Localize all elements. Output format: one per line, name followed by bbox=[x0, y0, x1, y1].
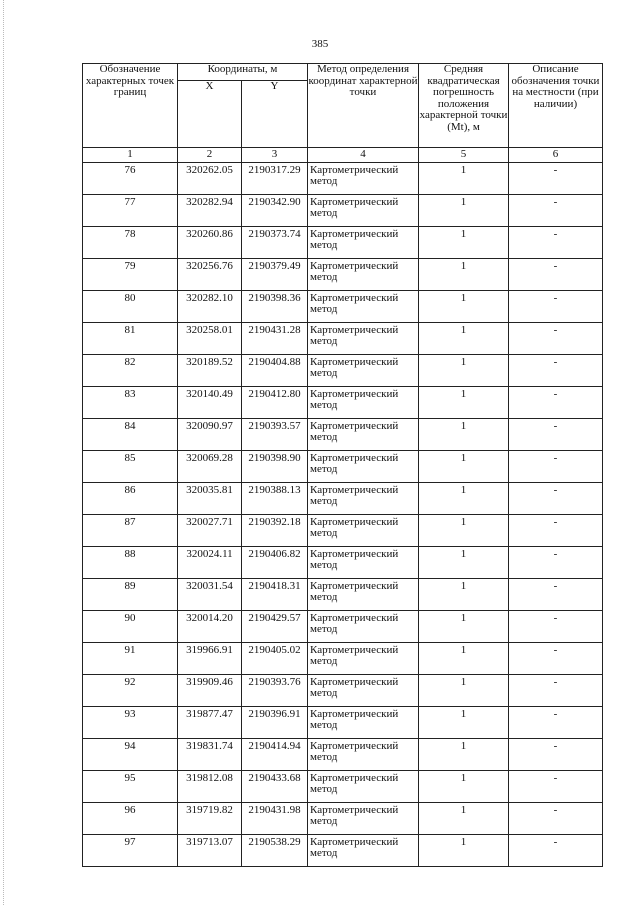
coord-y: 2190373.74 bbox=[242, 227, 308, 259]
table-row bbox=[83, 259, 603, 291]
error-cell: 1 bbox=[419, 483, 509, 515]
coord-y: 2190342.90 bbox=[242, 195, 308, 227]
description-cell: - bbox=[509, 259, 603, 291]
point-id: 80 bbox=[83, 291, 178, 323]
table-row bbox=[83, 803, 603, 835]
table-row bbox=[83, 579, 603, 611]
coord-x: 320027.71 bbox=[178, 515, 242, 547]
coord-y: 2190404.88 bbox=[242, 355, 308, 387]
coord-y: 2190392.18 bbox=[242, 515, 308, 547]
coord-y: 2190398.36 bbox=[242, 291, 308, 323]
page-number: 385 bbox=[311, 38, 329, 50]
point-id: 93 bbox=[83, 707, 178, 739]
table-row bbox=[83, 451, 603, 483]
coord-y: 2190433.68 bbox=[242, 771, 308, 803]
coord-y: 2190393.76 bbox=[242, 675, 308, 707]
table-row bbox=[83, 419, 603, 451]
error-cell: 1 bbox=[419, 387, 509, 419]
coordinates-table bbox=[82, 63, 603, 867]
point-id: 83 bbox=[83, 387, 178, 419]
table-row bbox=[83, 547, 603, 579]
table-row bbox=[83, 771, 603, 803]
coord-x: 319877.47 bbox=[178, 707, 242, 739]
coord-y: 2190405.02 bbox=[242, 643, 308, 675]
coord-x: 320035.81 bbox=[178, 483, 242, 515]
method-cell: Картометрический метод bbox=[308, 323, 419, 355]
description-cell: - bbox=[509, 515, 603, 547]
table-row bbox=[83, 835, 603, 867]
coord-x: 320260.86 bbox=[178, 227, 242, 259]
error-cell: 1 bbox=[419, 579, 509, 611]
description-cell: - bbox=[509, 771, 603, 803]
description-cell: - bbox=[509, 707, 603, 739]
description-cell: - bbox=[509, 323, 603, 355]
error-cell: 1 bbox=[419, 259, 509, 291]
coord-y: 2190414.94 bbox=[242, 739, 308, 771]
table-row bbox=[83, 515, 603, 547]
point-id: 79 bbox=[83, 259, 178, 291]
coord-y: 2190379.49 bbox=[242, 259, 308, 291]
description-cell: - bbox=[509, 675, 603, 707]
description-cell: - bbox=[509, 387, 603, 419]
coord-y: 2190393.57 bbox=[242, 419, 308, 451]
coord-x: 320090.97 bbox=[178, 419, 242, 451]
coord-y: 2190398.90 bbox=[242, 451, 308, 483]
table-row bbox=[83, 195, 603, 227]
coord-x: 320189.52 bbox=[178, 355, 242, 387]
coord-x: 320262.05 bbox=[178, 163, 242, 195]
point-id: 97 bbox=[83, 835, 178, 867]
coord-x: 319812.08 bbox=[178, 771, 242, 803]
method-cell: Картометрический метод bbox=[308, 803, 419, 835]
column-number: 3 bbox=[242, 148, 308, 163]
method-cell: Картометрический метод bbox=[308, 259, 419, 291]
header-y: Y bbox=[242, 81, 308, 148]
table-row bbox=[83, 483, 603, 515]
column-number: 1 bbox=[83, 148, 178, 163]
description-cell: - bbox=[509, 483, 603, 515]
header-x: X bbox=[178, 81, 242, 148]
coord-y: 2190317.29 bbox=[242, 163, 308, 195]
column-number: 5 bbox=[419, 148, 509, 163]
error-cell: 1 bbox=[419, 451, 509, 483]
header-mean-error: Средняя квадратическая погрешность положения характерной точки (Mt), м bbox=[419, 64, 509, 148]
coord-x: 319713.07 bbox=[178, 835, 242, 867]
method-cell: Картометрический метод bbox=[308, 579, 419, 611]
table-row bbox=[83, 675, 603, 707]
point-id: 78 bbox=[83, 227, 178, 259]
error-cell: 1 bbox=[419, 323, 509, 355]
point-id: 87 bbox=[83, 515, 178, 547]
error-cell: 1 bbox=[419, 835, 509, 867]
point-id: 95 bbox=[83, 771, 178, 803]
description-cell: - bbox=[509, 579, 603, 611]
description-cell: - bbox=[509, 419, 603, 451]
coord-x: 320024.11 bbox=[178, 547, 242, 579]
table-row bbox=[83, 611, 603, 643]
table-row bbox=[83, 739, 603, 771]
coord-x: 320282.94 bbox=[178, 195, 242, 227]
method-cell: Картометрический метод bbox=[308, 707, 419, 739]
method-cell: Картометрический метод bbox=[308, 355, 419, 387]
error-cell: 1 bbox=[419, 419, 509, 451]
description-cell: - bbox=[509, 451, 603, 483]
method-cell: Картометрический метод bbox=[308, 611, 419, 643]
error-cell: 1 bbox=[419, 291, 509, 323]
point-id: 91 bbox=[83, 643, 178, 675]
point-id: 94 bbox=[83, 739, 178, 771]
header-method: Метод определения координат характерной точки bbox=[308, 64, 419, 148]
description-cell: - bbox=[509, 611, 603, 643]
error-cell: 1 bbox=[419, 675, 509, 707]
error-cell: 1 bbox=[419, 611, 509, 643]
coord-x: 319719.82 bbox=[178, 803, 242, 835]
table-row bbox=[83, 355, 603, 387]
method-cell: Картометрический метод bbox=[308, 483, 419, 515]
error-cell: 1 bbox=[419, 195, 509, 227]
method-cell: Картометрический метод bbox=[308, 739, 419, 771]
coord-x: 320282.10 bbox=[178, 291, 242, 323]
description-cell: - bbox=[509, 227, 603, 259]
table-row bbox=[83, 707, 603, 739]
description-cell: - bbox=[509, 643, 603, 675]
coord-x: 320031.54 bbox=[178, 579, 242, 611]
coord-x: 320258.01 bbox=[178, 323, 242, 355]
point-id: 84 bbox=[83, 419, 178, 451]
coord-y: 2190431.28 bbox=[242, 323, 308, 355]
description-cell: - bbox=[509, 803, 603, 835]
method-cell: Картометрический метод bbox=[308, 227, 419, 259]
header-point-designation: Обозначение характерных точек границ bbox=[83, 64, 178, 148]
table-row bbox=[83, 163, 603, 195]
point-id: 85 bbox=[83, 451, 178, 483]
error-cell: 1 bbox=[419, 707, 509, 739]
method-cell: Картометрический метод bbox=[308, 771, 419, 803]
error-cell: 1 bbox=[419, 547, 509, 579]
coord-y: 2190429.57 bbox=[242, 611, 308, 643]
column-number: 6 bbox=[509, 148, 603, 163]
coord-y: 2190538.29 bbox=[242, 835, 308, 867]
method-cell: Картометрический метод bbox=[308, 835, 419, 867]
description-cell: - bbox=[509, 355, 603, 387]
coord-x: 319831.74 bbox=[178, 739, 242, 771]
table-row bbox=[83, 227, 603, 259]
coord-y: 2190388.13 bbox=[242, 483, 308, 515]
method-cell: Картометрический метод bbox=[308, 643, 419, 675]
coord-x: 319909.46 bbox=[178, 675, 242, 707]
method-cell: Картометрический метод bbox=[308, 387, 419, 419]
coord-x: 320069.28 bbox=[178, 451, 242, 483]
error-cell: 1 bbox=[419, 515, 509, 547]
coord-y: 2190412.80 bbox=[242, 387, 308, 419]
method-cell: Картометрический метод bbox=[308, 547, 419, 579]
description-cell: - bbox=[509, 195, 603, 227]
table-row bbox=[83, 323, 603, 355]
point-id: 89 bbox=[83, 579, 178, 611]
error-cell: 1 bbox=[419, 739, 509, 771]
coord-x: 320140.49 bbox=[178, 387, 242, 419]
header-coordinates: Координаты, м bbox=[178, 64, 308, 81]
table-row bbox=[83, 291, 603, 323]
error-cell: 1 bbox=[419, 643, 509, 675]
point-id: 92 bbox=[83, 675, 178, 707]
method-cell: Картометрический метод bbox=[308, 195, 419, 227]
page-edge-mark bbox=[3, 0, 5, 905]
error-cell: 1 bbox=[419, 227, 509, 259]
column-number: 4 bbox=[308, 148, 419, 163]
table-row bbox=[83, 387, 603, 419]
description-cell: - bbox=[509, 739, 603, 771]
coord-x: 319966.91 bbox=[178, 643, 242, 675]
point-id: 81 bbox=[83, 323, 178, 355]
point-id: 77 bbox=[83, 195, 178, 227]
coord-y: 2190418.31 bbox=[242, 579, 308, 611]
description-cell: - bbox=[509, 163, 603, 195]
error-cell: 1 bbox=[419, 803, 509, 835]
method-cell: Картометрический метод bbox=[308, 163, 419, 195]
point-id: 88 bbox=[83, 547, 178, 579]
point-id: 90 bbox=[83, 611, 178, 643]
point-id: 82 bbox=[83, 355, 178, 387]
description-cell: - bbox=[509, 547, 603, 579]
coord-y: 2190431.98 bbox=[242, 803, 308, 835]
method-cell: Картометрический метод bbox=[308, 291, 419, 323]
point-id: 86 bbox=[83, 483, 178, 515]
coord-x: 320014.20 bbox=[178, 611, 242, 643]
point-id: 96 bbox=[83, 803, 178, 835]
method-cell: Картометрический метод bbox=[308, 451, 419, 483]
table-row bbox=[83, 643, 603, 675]
point-id: 76 bbox=[83, 163, 178, 195]
column-number: 2 bbox=[178, 148, 242, 163]
description-cell: - bbox=[509, 291, 603, 323]
method-cell: Картометрический метод bbox=[308, 419, 419, 451]
coord-x: 320256.76 bbox=[178, 259, 242, 291]
table-body bbox=[83, 163, 603, 867]
error-cell: 1 bbox=[419, 771, 509, 803]
coord-y: 2190406.82 bbox=[242, 547, 308, 579]
error-cell: 1 bbox=[419, 355, 509, 387]
method-cell: Картометрический метод bbox=[308, 675, 419, 707]
error-cell: 1 bbox=[419, 163, 509, 195]
coord-y: 2190396.91 bbox=[242, 707, 308, 739]
description-cell: - bbox=[509, 835, 603, 867]
header-description: Описание обозначения точки на местности (при наличии) bbox=[509, 64, 603, 148]
method-cell: Картометрический метод bbox=[308, 515, 419, 547]
